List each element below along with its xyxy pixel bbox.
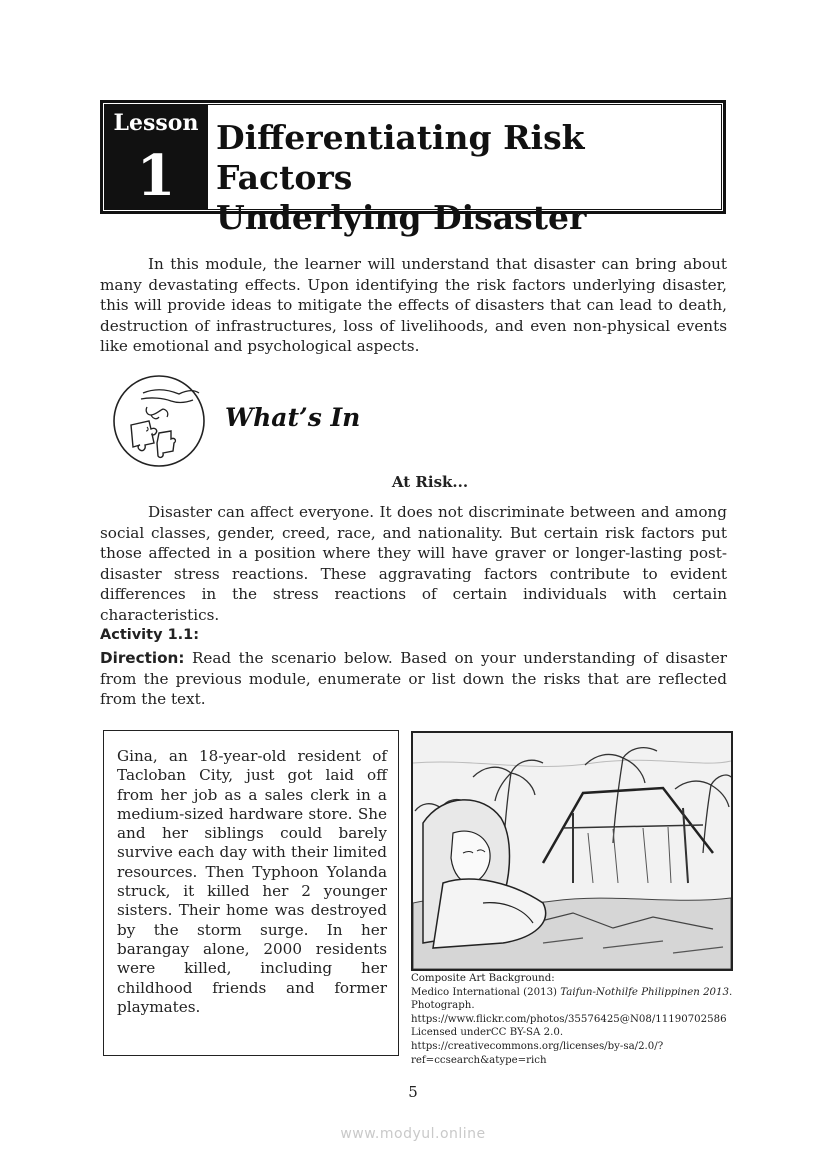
direction-text: Read the scenario below. Based on your understanding of disaster from the previous module, enumerate or list down the risks that are reflected from the text.	[100, 649, 727, 709]
at-risk-subheading-text: At Risk...	[391, 473, 469, 491]
scenario-box	[103, 730, 399, 1056]
disaster-sketch	[413, 733, 731, 969]
scenario-text: Gina, an 18-year-old resident of Tacloban City, just got laid off from her job as a sales clerk in a medium-sized hardware store. She and her siblings could barely survive each day with their limited resources. Then Typhoon Yolanda struck, it killed her 2 younger sisters. Their home was destroyed by the storm surge. In her barangay alone, 2000 residents were killed, including her childhood friends and former playmates.	[117, 747, 387, 1016]
caption-line-1: Composite Art Background:	[411, 973, 555, 984]
activity-direction	[100, 648, 727, 710]
lesson-number-box	[104, 104, 208, 210]
at-risk-paragraph: Disaster can affect everyone. It does not discriminate between and among social classes, gender, creed, race, and nationality. But certain risk factors put those affected in a position where they will have graver or longer-lasting post-disaster stress reactions. These aggravating factors contribute to evident differences in the stress reactions of certain individuals with certain characteristics.	[100, 503, 727, 624]
lesson-title	[216, 118, 716, 238]
disaster-illustration	[411, 731, 733, 971]
lesson-title-line-1: Differentiating Risk Factors	[216, 118, 585, 197]
image-caption	[411, 972, 733, 1067]
whats-in-heading: What’s In	[225, 403, 361, 432]
page-number: 5	[408, 1083, 418, 1101]
caption-work-title: Taifun-Nothilfe Philippinen 2013.	[560, 986, 733, 998]
caption-prefix: Medico International (2013)	[411, 986, 561, 998]
puzzle-hand-icon	[111, 373, 207, 469]
caption-citation	[411, 986, 733, 1068]
direction-label: Direction:	[100, 649, 185, 667]
intro-paragraph: In this module, the learner will understand that disaster can bring about many devastating effects. Upon identifying the risk factors underlying disaster, this will provide ideas to mitigate the effects of disasters that can lead to death, destruction of infrastructures, loss of livelihoods, and even non-physical events like emotional and psychological aspects.	[100, 255, 727, 356]
lesson-title-line-2: Underlying Disaster	[216, 198, 587, 237]
activity-label: Activity 1.1:	[100, 627, 200, 643]
at-risk-subheading	[0, 473, 826, 491]
lesson-number: 1	[136, 143, 176, 209]
caption-rest: Photograph. https://www.flickr.com/photos/35576425@N08/11190702586 Licensed underCC BY-SA 2.0. https://creativecommons.org/licenses/by-sa/2.0/?ref=ccsearch&atype=rich	[411, 1000, 727, 1066]
lesson-label: Lesson	[113, 110, 199, 136]
watermark: www.modyul.online	[340, 1126, 486, 1142]
